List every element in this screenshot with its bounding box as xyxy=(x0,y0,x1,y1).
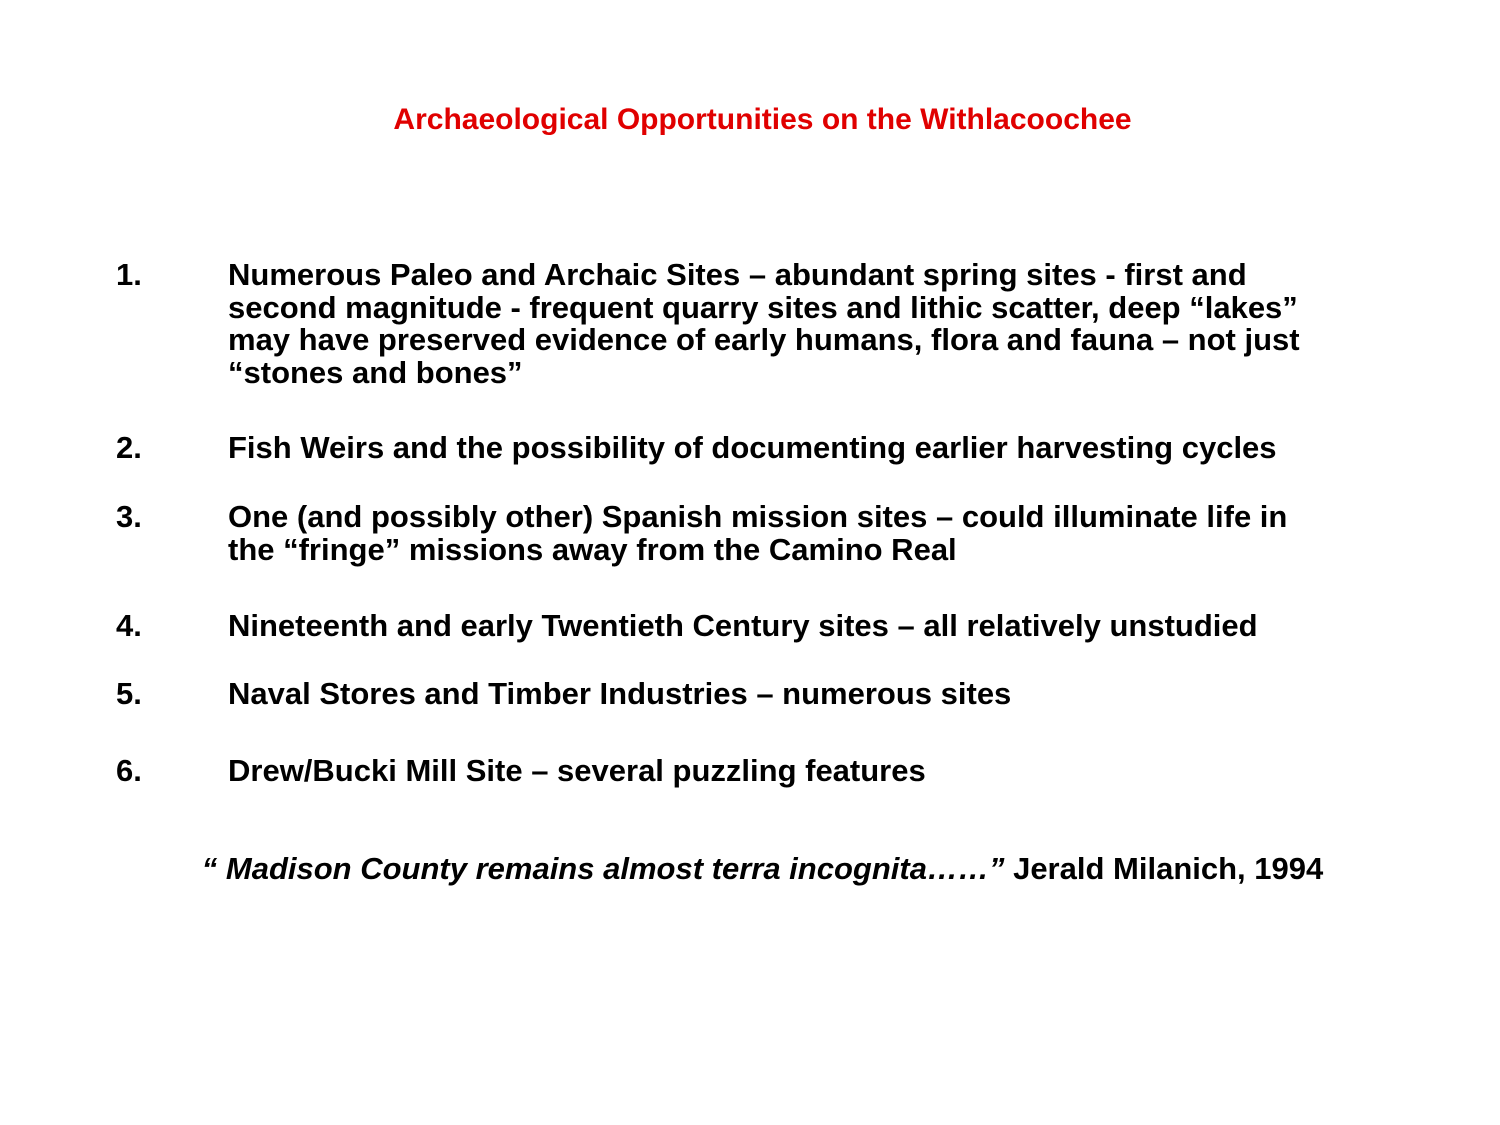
list-item-line: Naval Stores and Timber Industries – numerous sites xyxy=(228,676,1012,711)
list-item-line: may have preserved evidence of early humans, flora and fauna – not just xyxy=(228,322,1300,357)
list-item-text xyxy=(228,501,1398,566)
list-item-number: 2. xyxy=(116,430,142,465)
list-item-line: “stones and bones” xyxy=(228,354,523,390)
list-item-number: 4. xyxy=(116,608,142,643)
list-item-text xyxy=(228,755,1398,788)
list-item-number: 5. xyxy=(116,676,142,711)
list-item-line: One (and possibly other) Spanish mission sites – could illuminate life in xyxy=(228,499,1288,534)
list-item-text xyxy=(228,610,1398,643)
list-item-line: the “fringe” missions away from the Camino Real xyxy=(228,531,957,567)
slide-title: Archaeological Opportunities on the Withlacoochee xyxy=(393,103,1132,136)
list-item-number: 3. xyxy=(116,499,142,534)
list-item-line: second magnitude - frequent quarry sites and lithic scatter, deep “lakes” xyxy=(228,289,1298,325)
list-item-text xyxy=(228,432,1398,465)
list-item-text xyxy=(228,678,1398,711)
list-item-number: 6. xyxy=(116,753,142,788)
list-item-number: 1. xyxy=(116,257,142,292)
citation-quote xyxy=(0,851,1500,887)
quote-attribution: Jerald Milanich, 1994 xyxy=(1013,851,1324,886)
list-item-line: Fish Weirs and the possibility of documenting earlier harvesting cycles xyxy=(228,430,1277,465)
list-item-line: Drew/Bucki Mill Site – several puzzling features xyxy=(228,753,926,788)
list-item-line: Nineteenth and early Twentieth Century sites – all relatively unstudied xyxy=(228,608,1258,643)
quote-text: “ Madison County remains almost terra incognita……” xyxy=(201,851,1005,886)
list-item-line: Numerous Paleo and Archaic Sites – abundant spring sites - first and xyxy=(228,257,1247,292)
list-item-text xyxy=(228,259,1398,389)
